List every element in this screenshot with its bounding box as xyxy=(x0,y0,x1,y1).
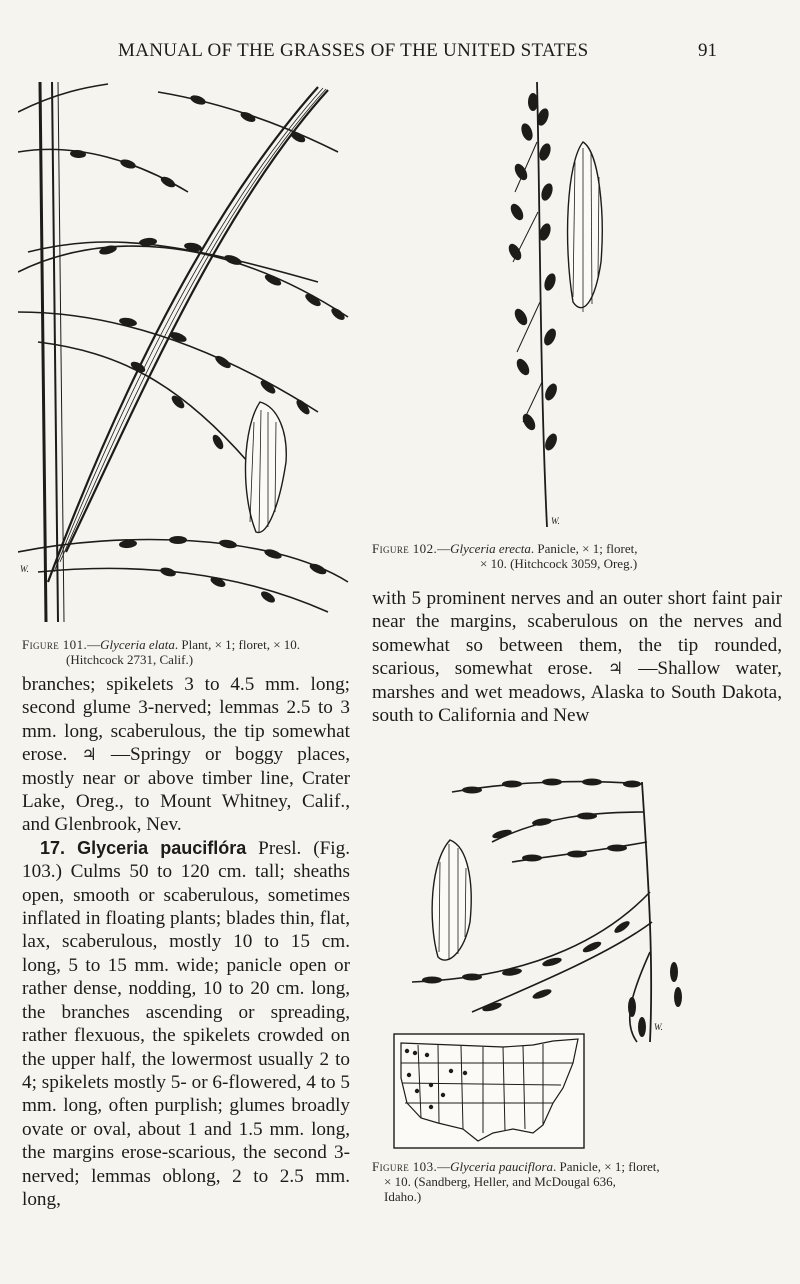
fig101-species: Glyceria elata xyxy=(100,637,175,652)
left-p1-text-b: —Springy or boggy places, mostly near or above timber line, Crater Lake, Oreg., to Mount Whitney, Calif., and Glenbrook, Nev. xyxy=(22,744,350,836)
fig102-text2: × 10. (Hitchcock 3059, Oreg.) xyxy=(480,556,638,571)
page-number: 91 xyxy=(698,40,717,61)
left-column-text xyxy=(22,673,350,1211)
fig102-label: Figure 102. xyxy=(372,541,438,556)
figure-103-caption: Figure 103.—Glyceria pauciflora. Panicle, × 1; floret, × 10. (Sandberg, Heller, and McDougal 636, Idaho.) xyxy=(372,1159,792,1204)
fig103-label: Figure 103. xyxy=(372,1159,438,1174)
fig103-text3: Idaho.) xyxy=(384,1189,422,1204)
fig103-text: . Panicle, × 1; floret, xyxy=(553,1159,660,1174)
fig101-artist-mark: W. xyxy=(20,564,29,574)
left-p2-text: Presl. (Fig. 103.) Culms 50 to 120 cm. tall; sheaths open, smooth or scaberulous, sometimes inflated in floating plants; blades thin, flat, lax, scaberulous, mostly 10 to 15 cm. long, 5 to 15 mm. wide; panicle open or rather dense, nodding, 10 to 20 cm. long, the branches ascending or spreading, rather flexuous, the spikelets crowded on the upper half, the lowermost usually 2 to 4; spikelets mostly 5- or 6-flowered, 4 to 5 mm. long, often purplish; glumes broadly ovate or oval, about 1 and 1.5 mm. long, the margins erose-scarious, the second 3-nerved; lemmas oblong, 2 to 2.5 mm. long, xyxy=(22,837,350,1210)
running-header xyxy=(0,40,800,66)
figure-102-caption: Figure 102.—Glyceria erecta. Panicle, × 1; floret, × 10. (Hitchcock 3059, Oreg.) xyxy=(372,541,792,571)
left-paragraph-1 xyxy=(22,673,350,837)
fig102-artist-mark: W. xyxy=(551,516,560,526)
right-p1-text-b: —Shallow water, marshes and wet meadows, Alaska to South Dakota, south to California and New xyxy=(372,658,782,727)
left-p1-text-a: branches; spikelets 3 to 4.5 mm. long; second glume 3-nerved; lemmas 2.5 to 3 mm. long, scaberulous, the tip somewhat erose. xyxy=(22,674,350,766)
fig101-source: (Hitchcock 2731, Calif.) xyxy=(66,652,194,667)
perennial-symbol: ♃ xyxy=(81,745,97,765)
fig102-species: Glyceria erecta xyxy=(450,541,531,556)
species-heading: 17. Glyceria pauciflóra xyxy=(40,837,247,858)
figure-102-illustration xyxy=(495,82,620,532)
figure-101-illustration xyxy=(18,82,354,622)
fig103-text2: × 10. (Sandberg, Heller, and McDougal 636, xyxy=(384,1174,616,1189)
perennial-symbol-right: ♃ xyxy=(607,659,624,679)
running-title: MANUAL OF THE GRASSES OF THE UNITED STATES xyxy=(118,40,589,61)
right-column-text xyxy=(372,587,782,727)
left-paragraph-2 xyxy=(22,837,350,1212)
right-paragraph-1 xyxy=(372,587,782,727)
right-p1-text-a: with 5 prominent nerves and an outer short faint pair near the margins, scaberulous on the nerves and somewhat so between them, the tip rounded, scarious, somewhat erose. xyxy=(372,588,782,680)
fig102-text: . Panicle, × 1; floret, xyxy=(530,541,638,556)
fig103-species: Glyceria pauciflora xyxy=(450,1159,554,1174)
distribution-map xyxy=(393,1033,585,1154)
fig101-text: . Plant, × 1; floret, × 10. xyxy=(174,637,301,652)
fig103-artist-mark: W. xyxy=(654,1022,663,1032)
fig101-label: Figure 101. xyxy=(22,637,88,652)
figure-101-caption: Figure 101.—Glyceria elata. Plant, × 1; floret, × 10. (Hitchcock 2731, Calif.) xyxy=(22,637,352,667)
